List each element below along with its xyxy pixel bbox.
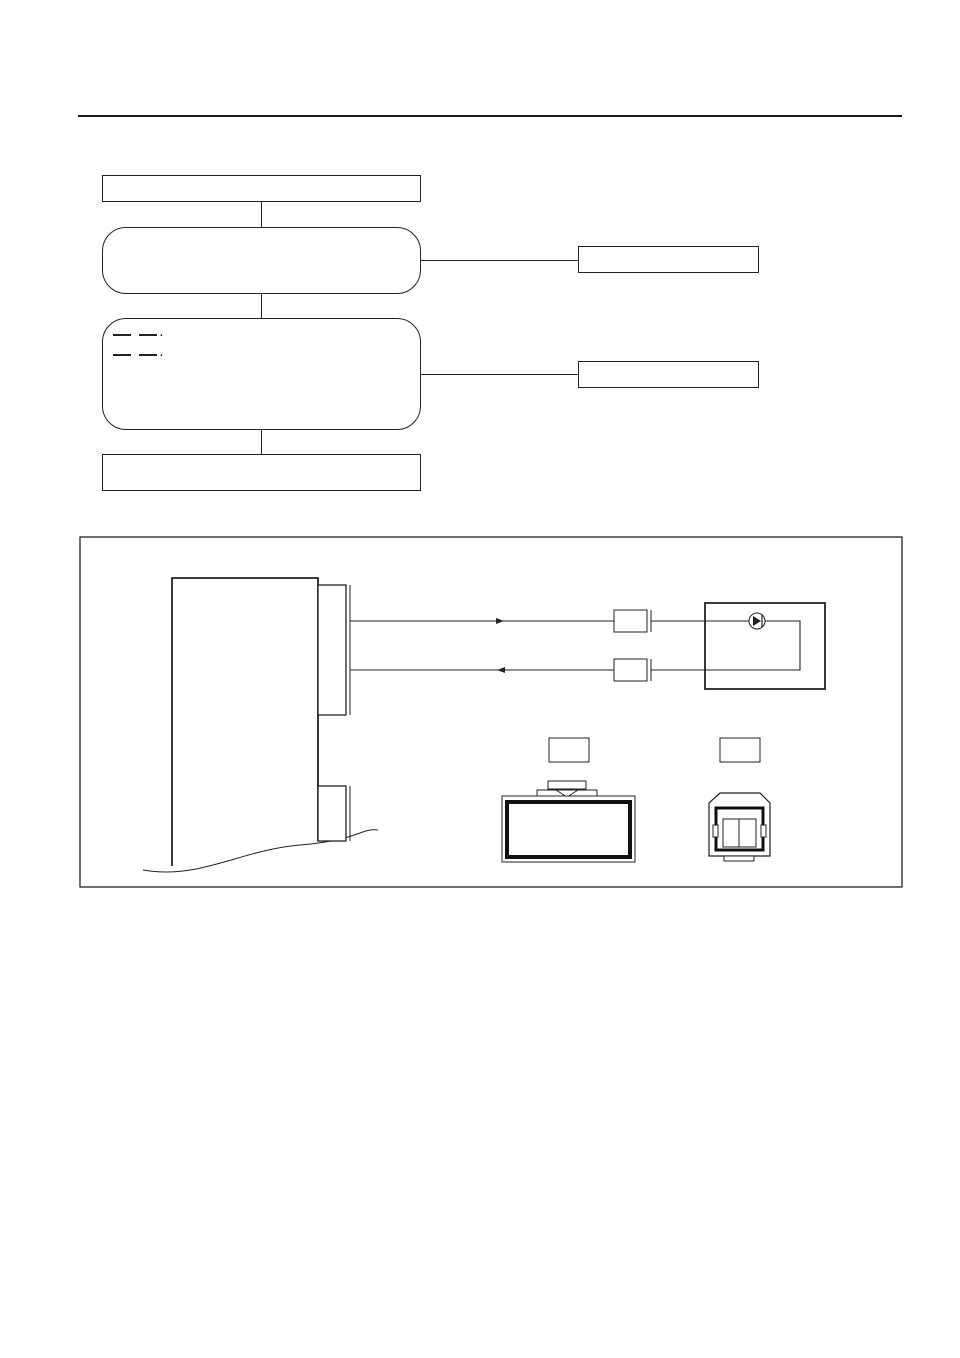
i33-title-box xyxy=(549,738,589,762)
sensor-connector-2 xyxy=(614,659,647,681)
i35-title-box xyxy=(720,738,760,762)
diagram-frame xyxy=(80,537,902,887)
question-2-line-2: . xyxy=(111,343,412,363)
wire-arrow-right xyxy=(496,618,504,624)
sensor-connector-1 xyxy=(614,610,647,632)
wire-arrow-left xyxy=(497,667,505,673)
unit-connector-block xyxy=(318,585,346,715)
i35-connector-face xyxy=(709,793,770,861)
question-2-line-1: . xyxy=(111,323,412,343)
sun-sensor-box xyxy=(705,603,825,689)
i33-connector-face xyxy=(502,781,635,862)
unit-connector-block-lower xyxy=(318,786,346,841)
control-unit-outline xyxy=(172,578,318,866)
